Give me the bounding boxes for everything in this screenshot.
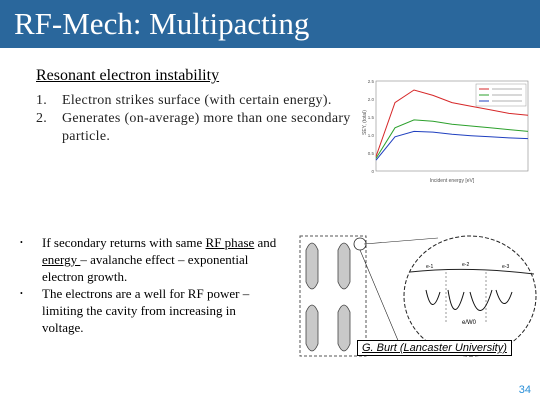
bullet-text-part: and	[254, 235, 277, 250]
y-tick-label: 0	[371, 169, 374, 174]
bullet-text-part: If secondary returns with same	[42, 235, 206, 250]
y-tick-label: 2.0	[367, 97, 374, 102]
y-tick-label: 0.5	[367, 151, 374, 156]
bullet-item	[20, 234, 280, 285]
y-tick-label: 2.5	[367, 79, 374, 84]
bullet-text: The electrons are a well for RF power – limiting the cavity from increasing in voltage.	[42, 286, 250, 335]
numbered-list	[36, 92, 366, 146]
bullet-dot: •	[20, 289, 23, 298]
iris-lower-right	[338, 305, 350, 351]
iris-upper-left	[306, 243, 318, 289]
subheading: Resonant electron instability	[36, 67, 220, 84]
list-text: Generates (on-average) more than one secondary particle.	[62, 111, 351, 144]
image-credit	[357, 340, 512, 356]
y-tick-label: 1.0	[367, 133, 374, 138]
bullet-item	[20, 285, 280, 336]
list-number: 2.	[36, 111, 48, 126]
list-item	[36, 92, 366, 110]
emission-label: e-1	[426, 264, 434, 270]
bullet-text	[42, 234, 280, 285]
list-number: 1.	[36, 93, 48, 108]
bullet-text-part: – avalanche effect – exponential electron growth.	[42, 252, 249, 284]
page-number: 34	[518, 384, 531, 396]
x-axis-label: Incident energy [eV]	[429, 178, 475, 184]
field-ratio-label: e/W0	[462, 320, 477, 326]
slide-title: RF-Mech: Multipacting	[14, 6, 310, 41]
y-tick-label: 1.5	[367, 115, 374, 120]
legend	[476, 84, 526, 106]
bullet-dot: •	[20, 238, 23, 247]
list-item	[36, 110, 366, 146]
iris-lower-left	[306, 305, 318, 351]
credit-text: G. Burt (Lancaster University)	[362, 342, 507, 354]
rf-phase-text: RF phase	[205, 235, 255, 250]
y-axis-label: SEY, (total)	[362, 110, 368, 135]
emission-label: e-3	[502, 264, 510, 270]
iris-upper-right	[338, 243, 350, 289]
zoom-detail	[404, 236, 536, 356]
sey-chart	[362, 75, 534, 187]
energy-text: energy	[42, 252, 81, 267]
bullet-list	[20, 234, 280, 336]
emission-label: e-2	[462, 262, 470, 268]
list-text: Electron strikes surface (with certain energy).	[62, 93, 332, 108]
